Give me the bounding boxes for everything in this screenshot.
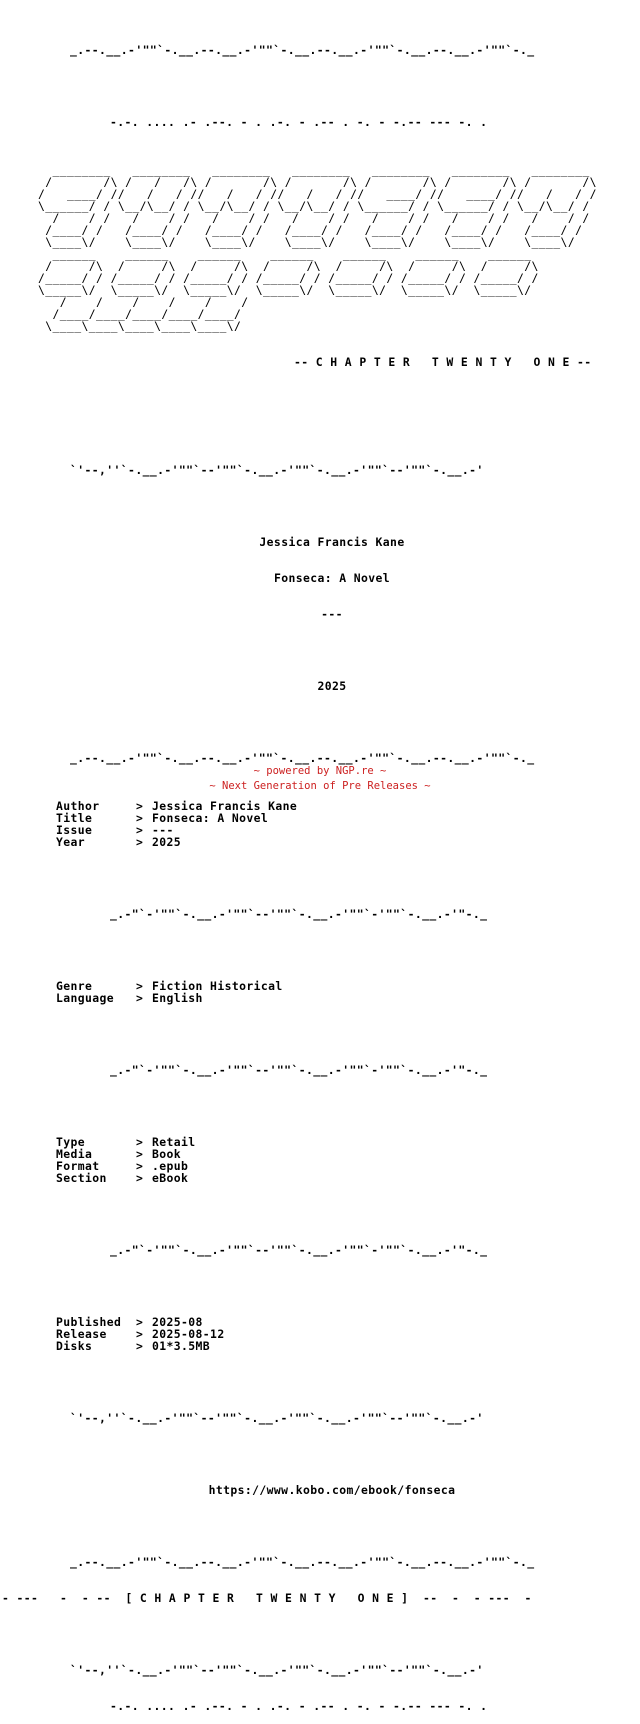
logo-line: \____\____\____\____\____\/ [38, 319, 242, 333]
field-label: Disks [56, 1339, 93, 1353]
field-value: Fiction Historical [152, 979, 283, 993]
field-arrow: > [136, 1171, 151, 1185]
header-year: 2025 [317, 679, 347, 693]
logo-line: /____/ / /____/ / /____/ / /____/ / /____/ / /____/ / /____/ / [38, 223, 605, 237]
field-arrow: > [136, 1315, 151, 1329]
field-label: Genre [56, 979, 93, 993]
morse-line: -.-. .... .- .--. - . .-. - .-- . -. - -.-- --- -. . [110, 115, 488, 129]
sub-wave-3: _.-"`-'""`-.__.-'""`--'""`-.__.-'""`-'""`-.__.-'"-._ [110, 1243, 488, 1257]
field-row [22, 824, 632, 836]
logo-line: / / / / / / [38, 295, 590, 309]
field-row [22, 836, 632, 848]
top-border-2: _.--.__.-'""`-.__.--.__.-'""`-.__.--.__.-'""`-.__.--.__.-'""`-._ [70, 751, 535, 765]
field-arrow: > [136, 799, 151, 813]
logo-line: / /\ / / /\ / /\ / /\ / /\ / /\ / /\ [38, 175, 597, 189]
header-title: Fonseca: A Novel [273, 571, 391, 585]
field-label: Type [56, 1135, 86, 1149]
field-label: Language [56, 991, 115, 1005]
top-border-3: _.--.__.-'""`-.__.--.__.-'""`-.__.--.__.-'""`-.__.--.__.-'""`-._ [70, 1555, 535, 1569]
wave-divider: `'--,''`-.__.-'""`--'""`-.__.-'""`-.__.-'""`--'""`-.__.-' [70, 463, 484, 477]
morse-line-2: -.-. .... .- .--. - . .-. - .-- . -. - -.-- --- -. . [110, 1699, 488, 1713]
wave-divider-2: `'--,''`-.__.-'""`--'""`-.__.-'""`-.__.-'""`--'""`-.__.-' [70, 1411, 484, 1425]
field-row [22, 1148, 632, 1160]
field-value: Fonseca: A Novel [152, 811, 269, 825]
field-row [22, 1136, 632, 1148]
wave-divider-3: `'--,''`-.__.-'""`--'""`-.__.-'""`-.__.-'""`--'""`-.__.-' [70, 1663, 484, 1677]
field-label: Title [56, 811, 93, 825]
field-value: English [152, 991, 203, 1005]
header-issue: --- [321, 607, 343, 621]
field-row [22, 800, 632, 812]
logo-line: /_____/ / /_____/ / /_____/ / /_____/ / /_____/ / /_____/ / /_____/ / [38, 271, 597, 285]
field-row [22, 1172, 632, 1184]
footer-tagline: ~ Next Generation of Pre Releases ~ [209, 780, 431, 792]
logo-line: /____/____/____/____/____/ [38, 307, 590, 321]
field-value: Jessica Francis Kane [152, 799, 298, 813]
logo-line: \______/ / \__/\__/ / \__/\__/ / \__/\__/ / \______/ / \______/ / \__/\__/ / [38, 199, 597, 213]
field-label: Year [56, 835, 86, 849]
field-arrow: > [136, 1147, 151, 1161]
field-label: Format [56, 1159, 100, 1173]
field-value: 2025-08-12 [152, 1327, 225, 1341]
logo-line: ________ ________ ________ ________ ________ ________ ________ [38, 163, 597, 177]
field-row [22, 992, 632, 1004]
field-row [22, 1328, 632, 1340]
ascii-logo [22, 164, 632, 332]
field-value: 2025-08 [152, 1315, 203, 1329]
field-label: Published [56, 1315, 122, 1329]
source-url[interactable]: https://www.kobo.com/ebook/fonseca [208, 1483, 456, 1497]
nfo-document [2, 20, 632, 1724]
field-arrow: > [136, 811, 151, 825]
field-value: 01*3.5MB [152, 1339, 211, 1353]
field-group-2 [22, 980, 632, 1004]
top-border: _.--.__.-'""`-.__.--.__.-'""`-.__.--.__.-'""`-.__.--.__.-'""`-._ [70, 43, 535, 57]
logo-line: \_____\/ \_____\/ \_____\/ \_____\/ \_____\/ \_____\/ \_____\/ [38, 283, 597, 297]
field-label: Author [56, 799, 100, 813]
field-label: Release [56, 1327, 107, 1341]
field-value: Book [152, 1147, 182, 1161]
field-value: eBook [152, 1171, 189, 1185]
field-row [22, 1340, 632, 1352]
logo-line: / /\ / /\ / /\ / /\ / /\ / /\ / /\ [38, 259, 597, 273]
field-arrow: > [136, 1135, 151, 1149]
field-arrow: > [136, 1339, 151, 1353]
footer [0, 764, 640, 794]
logo-line: \____\/ \____\/ \____\/ \____\/ \____\/ \____\/ \____\/ [38, 235, 605, 249]
sub-wave-2: _.-"`-'""`-.__.-'""`--'""`-.__.-'""`-'""`-.__.-'"-._ [110, 1063, 488, 1077]
logo-line: / / / / / / / / / / / / / / / / / / / / / [38, 211, 605, 225]
field-label: Issue [56, 823, 93, 837]
chapter-banner: - --- - - -- [ C H A P T E R T W E N T Y O N E ] -- - - --- - [2, 1591, 532, 1605]
field-value: Retail [152, 1135, 196, 1149]
field-arrow: > [136, 823, 151, 837]
field-group-3 [22, 1136, 632, 1184]
field-label: Media [56, 1147, 93, 1161]
field-row [22, 1160, 632, 1172]
field-value: --- [152, 823, 174, 837]
field-arrow: > [136, 1327, 151, 1341]
field-value: .epub [152, 1159, 189, 1173]
logo-line: ______ ______ ______ ______ ______ ______ ______ [38, 247, 597, 261]
field-group-4 [22, 1316, 632, 1352]
field-arrow: > [136, 979, 151, 993]
sub-wave-1: _.-"`-'""`-.__.-'""`--'""`-.__.-'""`-'""`-.__.-'"-._ [110, 907, 488, 921]
header-author: Jessica Francis Kane [259, 535, 405, 549]
field-group-1 [22, 800, 632, 848]
field-value: 2025 [152, 835, 182, 849]
logo-line: / ____/ // / / // / / // / / // ____/ // ____/ // / / / [38, 187, 597, 201]
field-arrow: > [136, 835, 151, 849]
field-row [22, 812, 632, 824]
field-arrow: > [136, 991, 151, 1005]
footer-powered-by: ~ powered by NGP.re ~ [253, 765, 387, 777]
field-row [22, 1316, 632, 1328]
field-label: Section [56, 1171, 107, 1185]
chapter-label: -- C H A P T E R T W E N T Y O N E -- [294, 355, 592, 369]
field-arrow: > [136, 1159, 151, 1173]
